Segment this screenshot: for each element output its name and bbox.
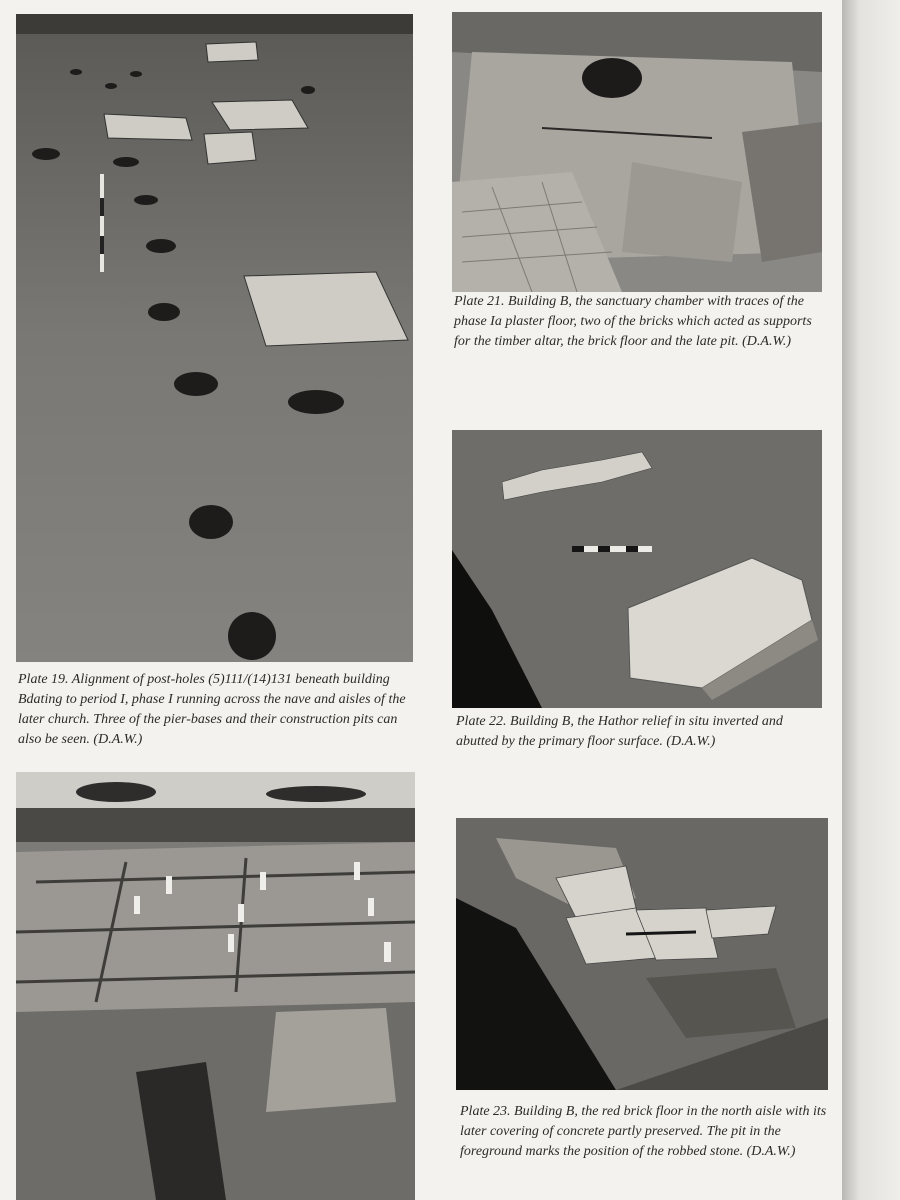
plate-22-text: Building B, the Hathor relief in situ inverted and abutted by the primary floor surface. (D.A.W.) — [456, 714, 783, 749]
plate-23-photo — [456, 818, 828, 1090]
plate-23-label: Plate 23. — [460, 1104, 511, 1119]
plate-19-caption — [18, 670, 410, 750]
plate-19-photo — [16, 14, 413, 662]
plate-22-label: Plate 22. — [456, 714, 507, 729]
plate-19-text: Alignment of post-holes (5)111/(14)131 beneath building Bdating to period I, phase I running across the nave and aisles of the later church. Three of the pier-bases and their construction pits can also be seen. (D.A.W.) — [18, 672, 406, 747]
plate-23-caption — [460, 1102, 828, 1162]
plate-21-caption — [454, 292, 822, 352]
plate-21-label: Plate 21. — [454, 294, 505, 309]
plate-23-text: Building B, the red brick floor in the north aisle with its later covering of concrete partly preserved. The pit in the foreground marks the position of the robbed stone. (D.A.W.) — [460, 1104, 827, 1159]
page-edge — [842, 0, 900, 1200]
plate-22-caption — [456, 712, 824, 752]
plate-19-label: Plate 19. — [18, 672, 69, 687]
plate-22-photo — [452, 430, 822, 708]
plate-21-text: Building B, the sanctuary chamber with traces of the phase Ia plaster floor, two of the bricks which acted as supports for the timber altar, the brick floor and the late pit. (D.A.W.) — [454, 294, 812, 349]
plate-21-photo — [452, 12, 822, 292]
plate-20-photo — [16, 772, 415, 1200]
